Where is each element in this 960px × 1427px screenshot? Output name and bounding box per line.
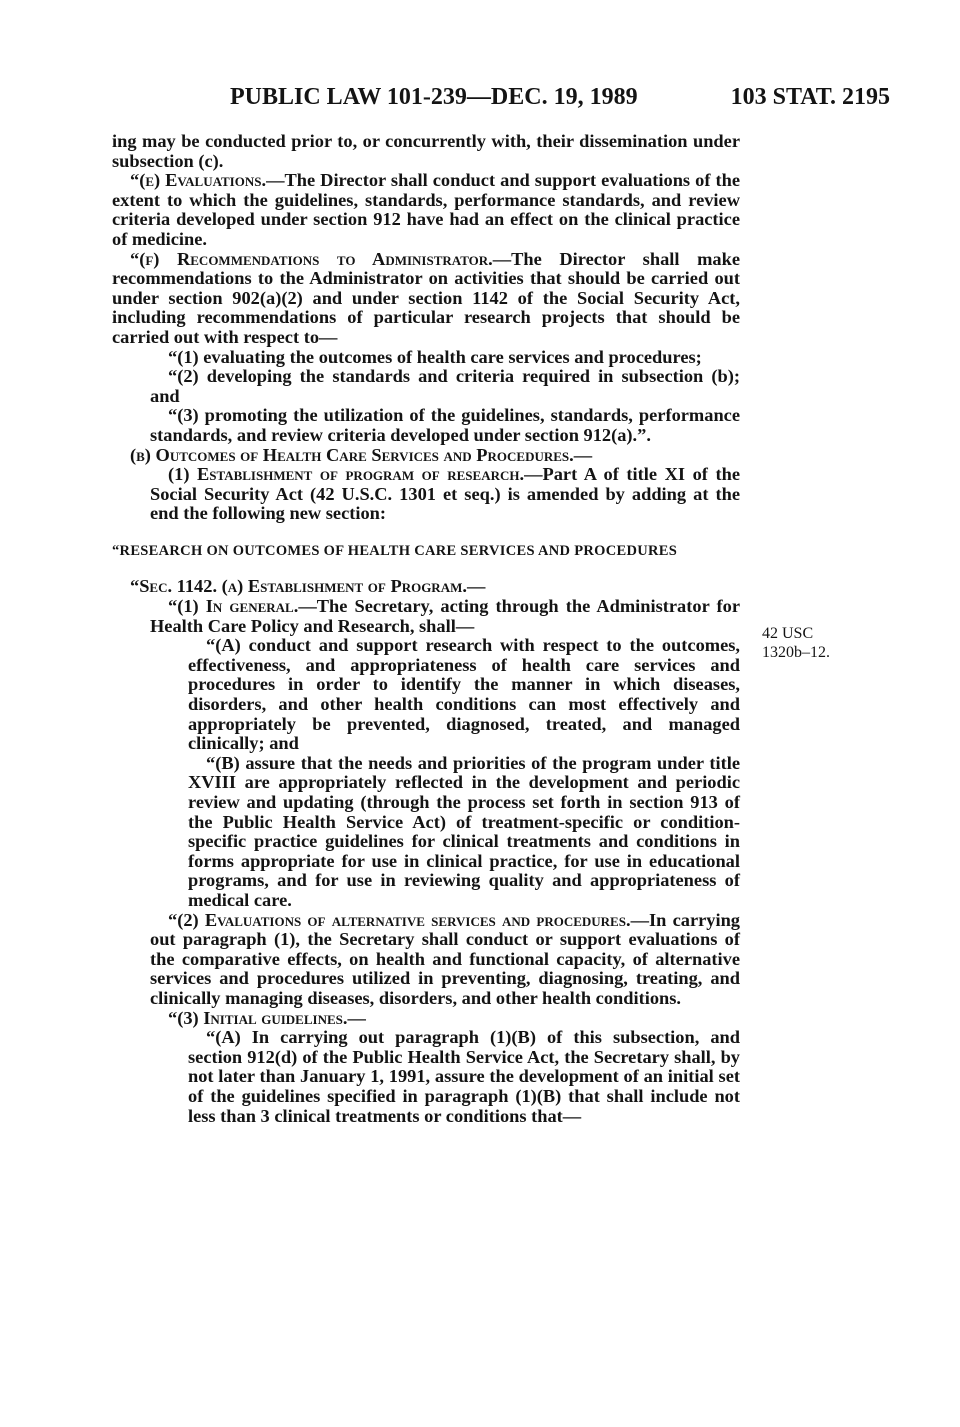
subsection-text: — (573, 444, 593, 465)
item-text: “(1) evaluating the outcomes of health care services and procedures; (168, 346, 702, 367)
paragraph-heading: “(1) In general. (168, 596, 299, 617)
paragraph-continuation (112, 132, 740, 171)
subsection-heading: “(e) Evaluations. (130, 170, 267, 191)
page-header (230, 84, 890, 114)
subsection-f-recommendations (112, 250, 740, 348)
clause-a-conduct (112, 636, 740, 754)
section-heading: “RESEARCH ON OUTCOMES OF HEALTH CARE SERVICES AND PROCEDURES (112, 542, 678, 559)
subsection-text: —The Director shall make recommendations to the Administrator on activities that should be carried out under section 902(a)(2) and under section 1142 of the Social Security Act, including recommendations of particular research projects that should be carried out with respect to— (112, 248, 740, 347)
item-3-promoting (112, 406, 740, 445)
document-body (112, 132, 740, 1126)
section-text: — (466, 576, 486, 597)
subsection-b-outcomes (112, 446, 740, 466)
paragraph-text: — (347, 1007, 366, 1028)
paragraph-heading: (1) Establishment of program of research. (168, 464, 525, 485)
item-text: “(3) promoting the utilization of the guidelines, standards, performance standards, and review criteria developed under section 912(a).”. (150, 405, 740, 445)
item-2-developing (112, 367, 740, 406)
subsection-heading: “(f) Recommendations to Administrator. (130, 248, 493, 269)
paragraph-text: —In carrying out paragraph (1), the Secretary shall conduct or support evaluations of the comparative effects, on health and functional capacity, of alternative services and procedures utilized in preventing, diagnosing, treating, and clinically managing diseases, disorders, and other health conditions. (150, 909, 740, 1008)
paragraph-text: ing may be conducted prior to, or concurrently with, their dissemination under subsection (c). (112, 131, 740, 171)
paragraph-1-establishment (112, 465, 740, 524)
paragraph-text: —Part A of title XI of the Social Security Act (42 U.S.C. 1301 et seq.) is amended by adding at the end the following new section: (150, 464, 740, 524)
clause-text: “(A) In carrying out paragraph (1)(B) of this subsection, and section 912(d) of the Public Health Service Act, the Secretary shall, by not later than January 1, 1991, assure the development of an initial set of the guidelines specified in paragraph (1)(B) that shall include not less than 3 clinical treatments or conditions that— (188, 1027, 740, 1126)
section-heading-label: “Sec. 1142. (a) Establishment of Program. (130, 576, 467, 597)
paragraph-1-in-general (112, 597, 740, 636)
paragraph-heading: “(3) Initial guidelines. (168, 1007, 348, 1028)
section-1142-a (112, 577, 740, 597)
clause-text: “(B) assure that the needs and priorities of the program under title XVIII are appropriately reflected in the development and periodic review and updating (through the process set forth in section 913 of the Public Health Service Act) of treatment-specific or condition-specific practice guidelines for clinical treatments and conditions in forms appropriate for use in clinical practice, for use in educational programs, and for use in reviewing quality and appropriateness of medical care. (188, 752, 740, 910)
public-law-title: PUBLIC LAW 101-239—DEC. 19, 1989 (230, 84, 638, 110)
paragraph-2-evaluations (112, 911, 740, 1009)
item-1-evaluating (112, 348, 740, 368)
margin-citation (762, 624, 852, 662)
stat-page-number: 103 STAT. 2195 (730, 84, 890, 110)
subsection-e-evaluations (112, 171, 740, 249)
paragraph-text: —The Secretary, acting through the Administrator for Health Care Policy and Research, shall— (150, 596, 740, 636)
paragraph-3-initial-guidelines (112, 1009, 740, 1029)
item-text: “(2) developing the standards and criteria required in subsection (b); and (150, 366, 740, 406)
margin-citation-line-2: 1320b–12. (762, 644, 830, 661)
subsection-heading: (b) Outcomes of Health Care Services and Procedures. (130, 444, 574, 465)
margin-citation-line-1: 42 USC (762, 625, 814, 642)
clause-b-assure (112, 754, 740, 911)
subsection-text: —The Director shall conduct and support evaluations of the extent to which the guidelines, standards, performance standards, and review criteria developed under section 912 have had an effect on the clinical practice of medicine. (112, 170, 740, 249)
paragraph-heading: “(2) Evaluations of alternative services and procedures. (168, 909, 631, 930)
clause-a-carrying-out (112, 1028, 740, 1126)
clause-text: “(A) conduct and support research with respect to the outcomes, effectiveness, and appropriateness of health care services and procedures in order to identify the manner in which diseases, disorders, and other health conditions can most effectively and appropriately be prevented, diagnosed, treated, and managed clinically; and (188, 635, 740, 754)
